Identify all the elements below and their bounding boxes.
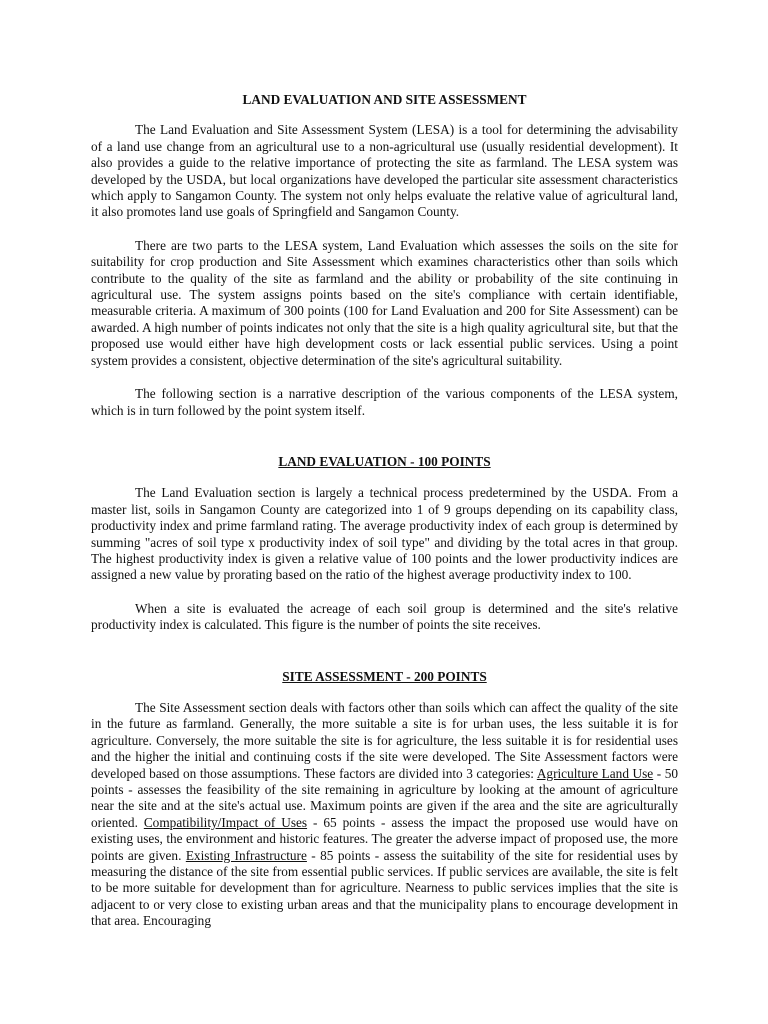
category-agriculture-land-use: Agriculture Land Use xyxy=(536,765,654,781)
category-agriculture-land-use-text: - 50 points - assesses the feasibility of the site remaining in agriculture by looking at the amount of agriculture near the site and at the site's actual use. Maximum points are given if the area and the site are agriculturally oriented. xyxy=(91,765,678,830)
intro-paragraph-3: The following section is a narrative description of the various components of the LESA system, which is in turn followed by the point system itself. xyxy=(91,386,678,418)
land-evaluation-heading xyxy=(91,454,678,470)
document-title: LAND EVALUATION AND SITE ASSESSMENT xyxy=(242,92,527,107)
intro-paragraph-1: The Land Evaluation and Site Assessment System (LESA) is a tool for determining the advisability of a land use change from an agricultural use to a non-agricultural use (usually residential development). It also provides a guide to the relative importance of protecting the site as farmland. The LESA system was developed by the USDA, but local organizations have developed the particular site assessment characteristics which apply to Sangamon County. The system not only helps evaluate the relative value of agricultural land, it also promotes land use goals of Springfield and Sangamon County. xyxy=(91,122,678,220)
category-compatibility-impact: Compatibility/Impact of Uses xyxy=(143,814,308,830)
category-compatibility-impact-text: - 65 points - assess the impact the proposed use would have on existing uses, the environment and historic features. The greater the adverse impact of proposed use, the more points are given. xyxy=(91,814,678,863)
site-assessment-heading xyxy=(91,669,678,685)
category-existing-infrastructure: Existing Infrastructure xyxy=(185,847,307,863)
land-evaluation-paragraph-1: The Land Evaluation section is largely a technical process predetermined by the USDA. From a master list, soils in Sangamon County are categorized into 1 of 9 groups depending on its capability class, productivity index and prime farmland rating. The average productivity index of each group is determined by summing "acres of soil type x productivity index of soil type" and dividing by the total acres in that group. The highest productivity index is given a relative value of 100 points and the lower productivity indices are assigned a new value by prorating based on the ratio of the highest average productivity index to 100. xyxy=(91,485,678,583)
land-evaluation-paragraph-2: When a site is evaluated the acreage of each soil group is determined and the site's relative productivity index is calculated. This figure is the number of points the site receives. xyxy=(91,600,678,633)
site-assessment-heading-text: SITE ASSESSMENT - 200 POINTS xyxy=(282,668,487,684)
site-assessment-text-part1: The Site Assessment section deals with factors other than soils which can affect the quality of the site in the future as farmland. Generally, the more suitable a site is for urban uses, the less suitable it is for agriculture. Conversely, the more suitable the site is for agriculture, the less suitable it is for residential uses and the higher the initial and continuing costs if the site were developed. The Site Assessment factors were developed based on those assumptions. These factors are divided into 3 categories: xyxy=(91,699,678,781)
site-assessment-paragraph xyxy=(91,700,678,930)
category-existing-infrastructure-text: - 85 points - assess the suitability of the site for residential uses by measuring the distance of the site from essential public services. If public services are available, the site is felt to be more suitable for development than for agriculture. Nearness to public services implies that the site is adjacent to or very close to existing urban areas and that the municipality plans to encourage development in that area. Encouraging xyxy=(91,847,678,929)
intro-paragraph-2: There are two parts to the LESA system, Land Evaluation which assesses the soils on the site for suitability for crop production and Site Assessment which examines characteristics other than soils which contribute to the quality of the site as farmland and the ability or probability of the site continuing in agricultural use. The system assigns points based on the site's compliance with certain identifiable, measurable criteria. A maximum of 300 points (100 for Land Evaluation and 200 for Site Assessment) can be awarded. A high number of points indicates not only that the site is a high quality agricultural site, but that the proposed use would either have high development costs or lack essential public services. Using a point system provides a consistent, objective determination of the site's agricultural suitability. xyxy=(91,237,678,368)
document-page xyxy=(91,92,678,930)
land-evaluation-heading-text: LAND EVALUATION - 100 POINTS xyxy=(278,453,491,469)
